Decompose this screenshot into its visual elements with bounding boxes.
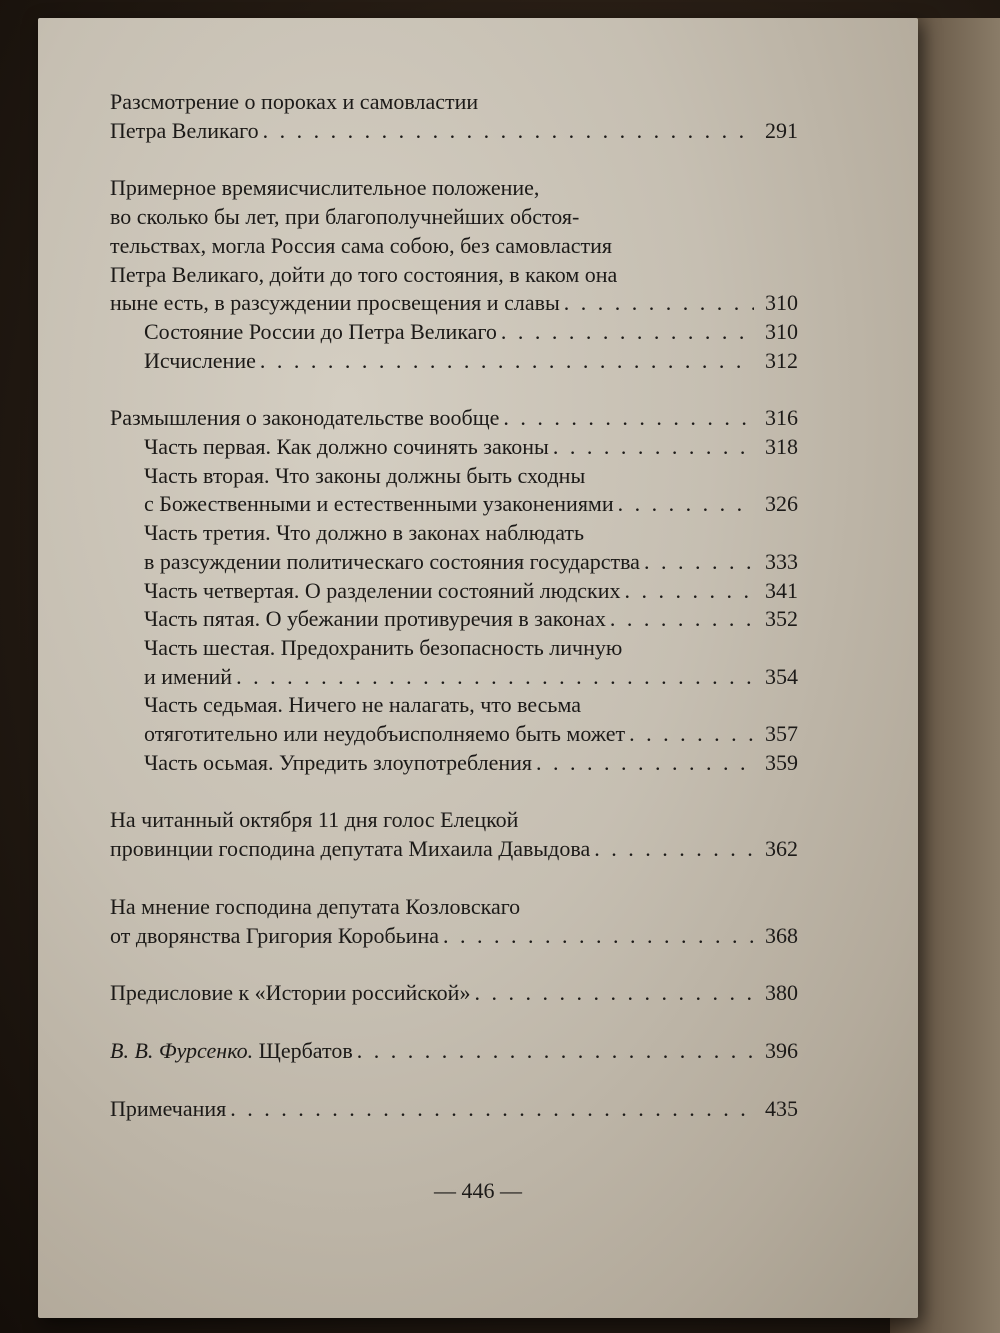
toc-subentry-text-line: Часть третия. Что должно в законах наблюдать	[144, 520, 585, 546]
toc-subentry-text-line: Часть седьмая. Ничего не налагать, что весьма	[144, 692, 582, 718]
toc-page-number: 362	[765, 836, 798, 862]
toc-page-number: 316	[765, 405, 798, 431]
toc-subentry-line	[110, 663, 798, 692]
toc-entry-title	[144, 548, 640, 577]
toc-entry-line	[110, 404, 798, 433]
page-number: — 446 —	[434, 1178, 522, 1203]
toc-page-number: 396	[765, 1037, 798, 1063]
toc-entry-title-text: Петра Великаго	[110, 117, 259, 143]
dot-leader	[357, 1037, 754, 1066]
dot-leader	[564, 289, 754, 318]
toc-subentry-line	[110, 605, 798, 634]
toc-entry-line	[110, 117, 798, 146]
toc-entry-title-text: Часть пятая. О убежании противуречия в законах	[144, 606, 606, 632]
toc-entry-title	[144, 318, 497, 347]
toc-page-number: 312	[765, 347, 798, 373]
toc-entry-title-text: Исчисление	[144, 347, 256, 373]
dot-leader	[553, 433, 754, 462]
toc-subentry-line	[110, 347, 798, 376]
toc-subentry-line	[110, 577, 798, 606]
toc-subentry-line	[110, 433, 798, 462]
dot-leader	[474, 979, 754, 1008]
toc-entry-line	[110, 1037, 798, 1066]
toc-page-number: 368	[765, 922, 798, 948]
dot-leader	[625, 577, 754, 606]
toc-entry-text-line: На читанный октября 11 дня голос Елецкой	[110, 807, 519, 833]
toc-entry-text-line: На мнение господина депутата Козловскаго	[110, 893, 521, 919]
toc-entry-title	[110, 835, 590, 864]
toc-entry	[110, 806, 798, 863]
table-of-contents	[110, 88, 798, 1152]
toc-entry-line	[110, 1095, 798, 1124]
toc-entry-line	[110, 979, 798, 1008]
dot-leader	[503, 404, 754, 433]
toc-page-number: 435	[765, 1095, 798, 1121]
toc-entry-title	[144, 749, 532, 778]
toc-entry-title-text: от дворянства Григория Коробьина	[110, 922, 439, 948]
dot-leader	[610, 605, 754, 634]
toc-page-number: 352	[765, 606, 798, 632]
toc-entry-title-text: Примечания	[110, 1095, 227, 1121]
toc-entry-text-line: Петра Великаго, дойти до того состояния, в каком она	[110, 261, 618, 287]
toc-entry-line	[110, 289, 798, 318]
dot-leader	[629, 720, 754, 749]
dot-leader	[501, 318, 754, 347]
toc-entry-text-line: Разсмотрение о пороках и самовластии	[110, 89, 479, 114]
toc-entry-line	[110, 922, 798, 951]
toc-entry	[110, 893, 798, 950]
toc-entry-text-line: во сколько бы лет, при благополучнейших обстоя-	[110, 204, 580, 230]
toc-entry-title-text: Предисловие к «Истории российской»	[110, 980, 471, 1006]
toc-entry	[110, 1095, 798, 1124]
toc-entry-title	[144, 433, 549, 462]
toc-entry-title	[110, 289, 560, 318]
toc-entry-title-text: Щербатов	[258, 1037, 353, 1063]
dot-leader	[644, 548, 754, 577]
toc-entry-text-line: Примерное времяисчислительное положение,	[110, 175, 540, 201]
toc-entry-title	[110, 979, 470, 1008]
toc-entry-title-text: с Божественными и естественными узаконениями	[144, 491, 614, 517]
toc-entry-title	[110, 117, 259, 146]
toc-page-number: 341	[765, 577, 798, 603]
toc-subentry-text-line: Часть вторая. Что законы должны быть сходны	[144, 462, 586, 488]
toc-entry	[110, 88, 798, 145]
toc-entry-title	[144, 605, 606, 634]
toc-entry-title	[110, 404, 499, 433]
toc-entry-title	[144, 490, 614, 519]
toc-subentry-text-line: Часть шестая. Предохранить безопасность личную	[144, 634, 623, 660]
toc-entry-title-text: Часть первая. Как должно сочинять законы	[144, 434, 549, 460]
toc-subentry-line	[110, 318, 798, 347]
toc-page-number: 359	[765, 749, 798, 775]
toc-subentry-line	[110, 720, 798, 749]
toc-page-number: 354	[765, 663, 798, 689]
toc-entry-title-text: Размышления о законодательстве вообще	[110, 405, 500, 431]
toc-entry-title	[110, 922, 439, 951]
toc-entry-title-text: ныне есть, в разсуждении просвещения и славы	[110, 290, 560, 316]
toc-entry-title	[144, 663, 232, 692]
toc-entry	[110, 1037, 798, 1066]
toc-subentry-line	[110, 548, 798, 577]
toc-page-number: 357	[765, 721, 798, 747]
toc-page-number: 326	[765, 491, 798, 517]
toc-page-number: 310	[765, 318, 798, 344]
toc-entry-title	[144, 577, 621, 606]
toc-entry-title	[144, 347, 256, 376]
toc-entry-title-text: Часть четвертая. О разделении состояний людских	[144, 577, 621, 603]
toc-entry-author: В. В. Фурсенко.	[110, 1037, 254, 1063]
dot-leader	[594, 835, 754, 864]
dot-leader	[260, 347, 754, 376]
toc-page-number: 310	[765, 290, 798, 316]
toc-entry-title	[110, 1095, 226, 1124]
toc-entry	[110, 979, 798, 1008]
toc-entry	[110, 404, 798, 777]
toc-entry-title	[144, 720, 625, 749]
toc-entry-title-text: в разсуждении политическаго состояния государства	[144, 548, 640, 574]
dot-leader	[618, 490, 754, 519]
toc-entry-title-text: и имений	[144, 663, 233, 689]
toc-page-number: 291	[765, 117, 798, 143]
dot-leader	[236, 663, 754, 692]
toc-entry-title	[110, 1037, 353, 1066]
dot-leader	[230, 1095, 754, 1124]
toc-entry-title-text: Состояние России до Петра Великаго	[144, 318, 497, 344]
dot-leader	[443, 922, 754, 951]
toc-page-number: 318	[765, 434, 798, 460]
toc-subentry-line	[110, 490, 798, 519]
toc-page-number: 333	[765, 548, 798, 574]
toc-entry-line	[110, 835, 798, 864]
dot-leader	[263, 117, 754, 146]
toc-entry-text-line: тельствах, могла Россия сама собою, без самовластия	[110, 232, 613, 258]
toc-entry	[110, 174, 798, 375]
toc-entry-title-text: Часть осьмая. Упредить злоупотребления	[144, 749, 532, 775]
toc-subentry-line	[110, 749, 798, 778]
dot-leader	[536, 749, 754, 778]
toc-page-number: 380	[765, 980, 798, 1006]
toc-entry-title-text: провинции господина депутата Михаила Давыдова	[110, 836, 591, 862]
toc-entry-title-text: отяготительно или неудобъисполняемо быть может	[144, 721, 626, 747]
